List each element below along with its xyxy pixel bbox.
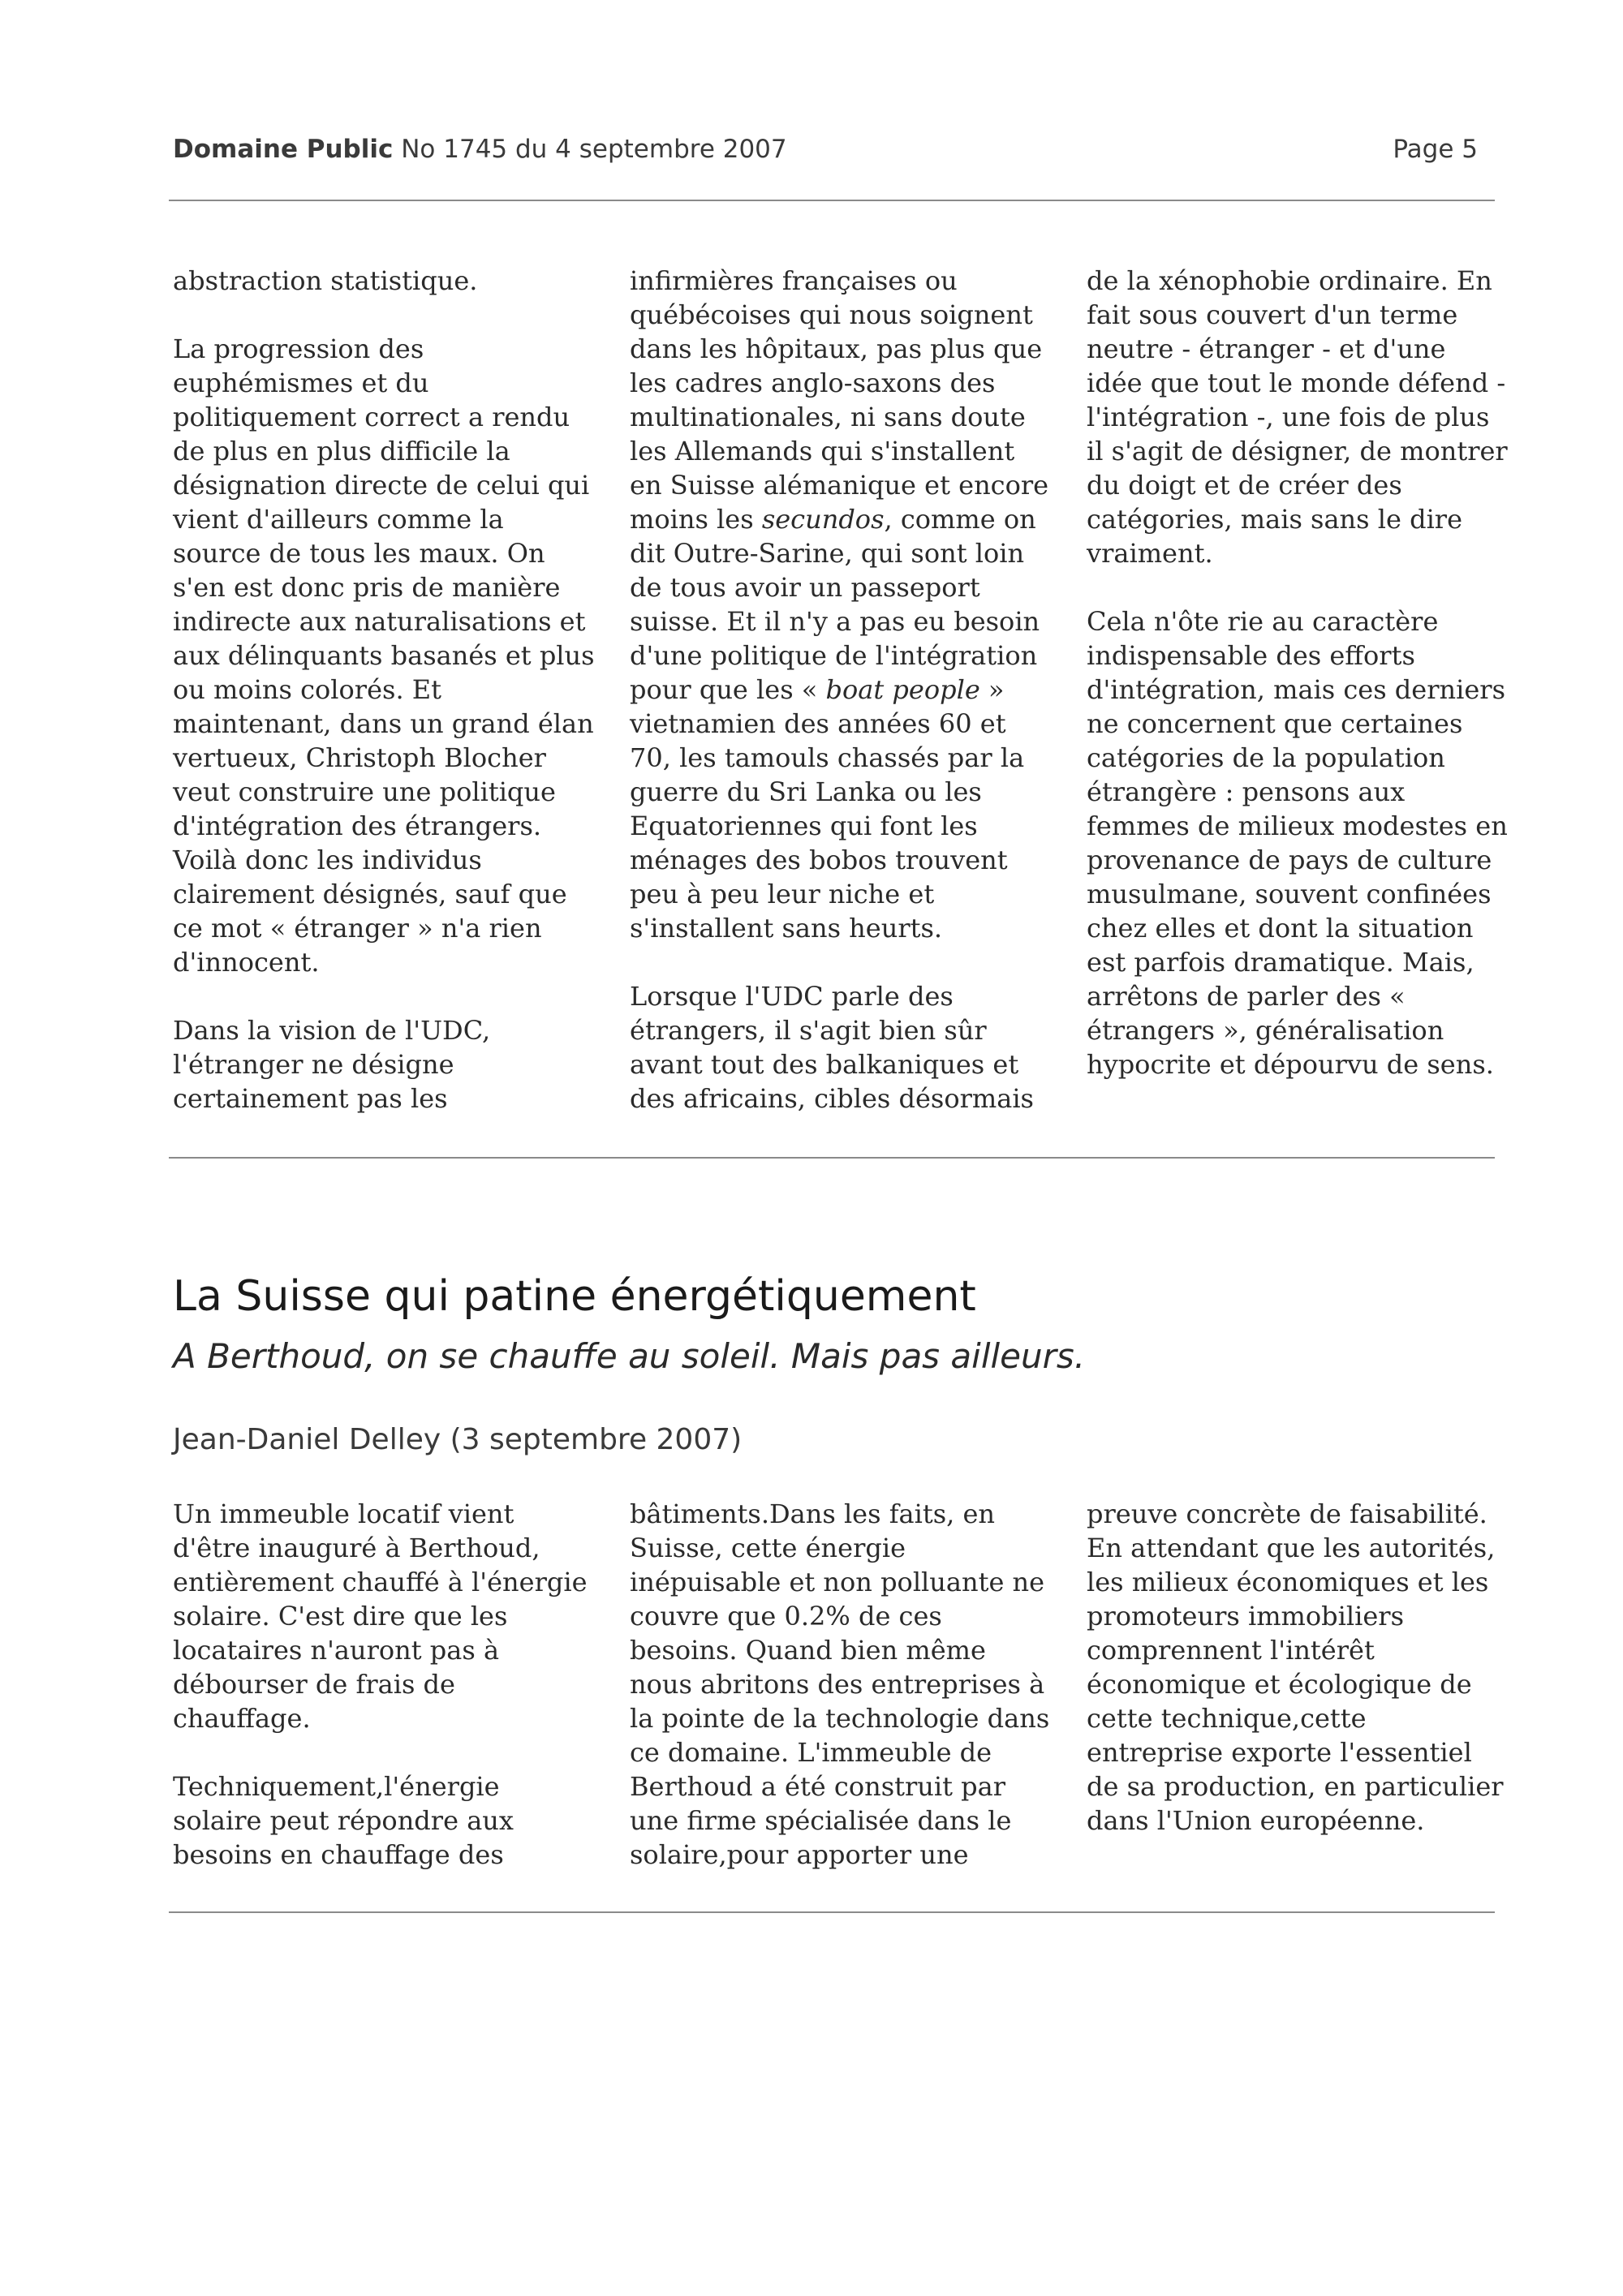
paragraph bbox=[630, 264, 1052, 945]
paragraph: bâtiments.Dans les faits, en Suisse, cette énergie inépuisable et non polluante ne couvre que 0.2% de ces besoins. Quand bien même nous abritons des entreprises à la pointe de la technologie dans ce domaine. L'immeuble de Berthoud a été construit par une firme spécialisée dans le solaire,pour apporter une bbox=[630, 1498, 1050, 1870]
article-title: La Suisse qui patine énergétiquement bbox=[173, 1272, 976, 1321]
paragraph: Un immeuble locatif vient d'être inauguré à Berthoud, entièrement chauffé à l'énergie solaire. C'est dire que les locataires n'auront pas à débourser de frais de chauffage. bbox=[173, 1498, 588, 1734]
paragraph: Dans la vision de l'UDC, l'étranger ne désigne certainement pas les bbox=[173, 1015, 491, 1114]
emphasis: secundos bbox=[761, 504, 885, 535]
article2-column-3 bbox=[1087, 1497, 1509, 1838]
header-divider bbox=[169, 200, 1495, 201]
article-divider bbox=[169, 1157, 1495, 1159]
paragraph: de la xénophobie ordinaire. En fait sous couvert d'un terme neutre - étranger - et d'une idée que tout le monde défend - l'intégration -, une fois de plus il s'agit de désigner, de montrer du doigt et de créer des catégories, mais sans le dire vraiment. bbox=[1087, 265, 1508, 569]
paragraph: Techniquement,l'énergie solaire peut répondre aux besoins en chauffage des bbox=[173, 1771, 514, 1870]
paragraph: Lorsque l'UDC parle des étrangers, il s'agit bien sûr avant tout des balkaniques et des africains, cibles désormais bbox=[630, 981, 1034, 1114]
article1-column-3 bbox=[1087, 264, 1509, 1081]
paragraph: abstraction statistique. bbox=[173, 265, 478, 296]
paragraph: Cela n'ôte rie au caractère indispensable des efforts d'intégration, mais ces derniers ne concernent que certaines catégories de la population étrangère : pensons aux femmes de milieux modestes en provenance de pays de culture musulmane, souvent confinées chez elles et dont la situation est parfois dramatique. Mais, arrêtons de parler des « étrangers », généralisation hypocrite et dépourvu de sens. bbox=[1087, 606, 1508, 1080]
footer-divider bbox=[169, 1911, 1495, 1913]
article2-column-1 bbox=[173, 1497, 595, 1872]
paragraph: La progression des euphémismes et du politiquement correct a rendu de plus en plus difficile la désignation directe de celui qui vient d'ailleurs comme la source de tous les maux. On s'en est donc pris de manière indirecte aux naturalisations et aux délinquants basanés et plus ou moins colorés. Et maintenant, dans un grand élan vertueux, Christoph Blocher veut construire une politique d'intégration des étrangers. Voilà donc les individus clairement désignés, sauf que ce mot « étranger » n'a rien d'innocent. bbox=[173, 333, 595, 978]
paragraph: preuve concrète de faisabilité. En attendant que les autorités, les milieux économiques et les promoteurs immobiliers comprennent l'intérêt économique et écologique de cette technique,cette entreprise exporte l'essentiel de sa production, en particulier dans l'Union européenne. bbox=[1087, 1498, 1504, 1836]
text-run: » vietnamien des années 60 et 70, les tamouls chassés par la guerre du Sri Lanka ou les Equatoriennes qui font les ménages des bobos trouvent peu à peu leur niche et s'installent sans heurts. bbox=[630, 674, 1025, 944]
text-run: , comme on dit Outre-Sarine, qui sont loin de tous avoir un passeport suisse. Et il n'y a pas eu besoin d'une politique de l'intégration pour que les « bbox=[630, 504, 1040, 705]
article1-column-1 bbox=[173, 264, 595, 1116]
article2-column-2 bbox=[630, 1497, 1052, 1872]
emphasis: boat people bbox=[825, 674, 980, 705]
issue-info: No 1745 du 4 septembre 2007 bbox=[401, 135, 787, 164]
article1-column-2 bbox=[630, 264, 1052, 1116]
page-number: Page 5 bbox=[1393, 135, 1478, 164]
page-header bbox=[173, 135, 1478, 169]
publication-name: Domaine Public bbox=[173, 135, 394, 164]
byline: Jean-Daniel Delley (3 septembre 2007) bbox=[173, 1423, 743, 1456]
article-subtitle: A Berthoud, on se chauffe au soleil. Mais pas ailleurs. bbox=[173, 1336, 1086, 1376]
text-run: infirmières françaises ou québécoises qui nous soignent dans les hôpitaux, pas plus que les cadres anglo-saxons des multinationales, ni sans doute les Allemands qui s'installent en Suisse alémanique et encore moins les bbox=[630, 265, 1049, 535]
